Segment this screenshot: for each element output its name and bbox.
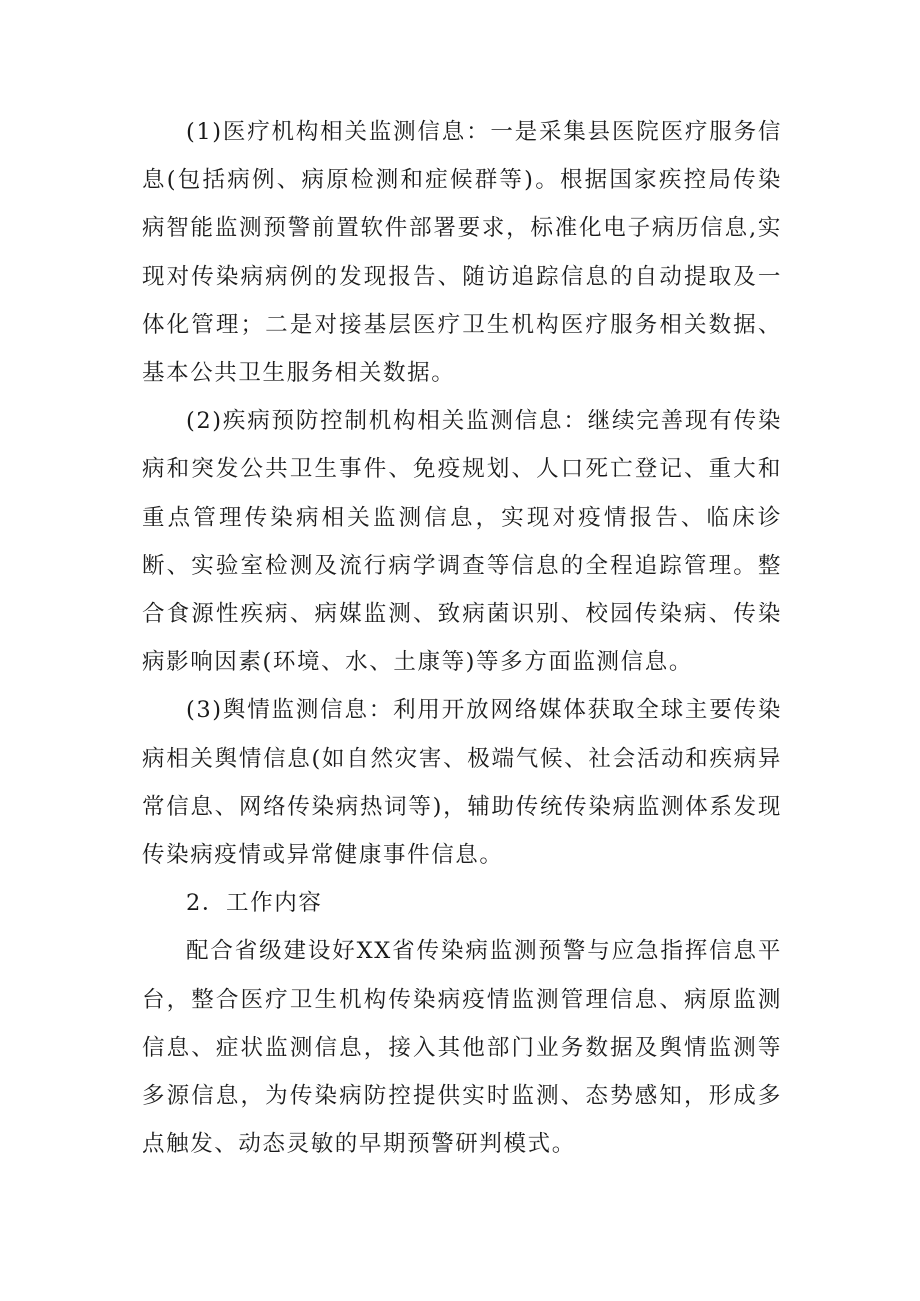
- paragraph-medical-institutions: (1)医疗机构相关监测信息：一是采集县医院医疗服务信息(包括病例、病原检测和症候群等)。根据国家疾控局传染病智能监测预警前置软件部署要求，标准化电子病历信息,实现对传染病病例的发现报告、随访追踪信息的自动提取及一体化管理；二是对接基层医疗卫生机构医疗服务相关数据、基本公共卫生服务相关数据。: [142, 119, 782, 387]
- section-paragraph: 配合省级建设好XX省传染病监测预警与应急指挥信息平台，整合医疗卫生机构传染病疫情监测管理信息、病原监测信息、症状监测信息，接入其他部门业务数据及舆情监测等多源信息，为传染病防控提供实时监测、态势感知，形成多点触发、动态灵敏的早期预警研判模式。: [142, 938, 782, 1158]
- paragraph-public-opinion: (3)舆情监测信息：利用开放网络媒体获取全球主要传染病相关舆情信息(如自然灾害、极端气候、社会活动和疾病异常信息、网络传染病热词等)，辅助传统传染病监测体系发现传染病疫情或异常健康事件信息。: [142, 697, 782, 869]
- section-heading: 2．工作内容: [186, 890, 323, 917]
- paragraph-disease-control: (2)疾病预防控制机构相关监测信息：继续完善现有传染病和突发公共卫生事件、免疫规划、人口死亡登记、重大和重点管理传染病相关监测信息，实现对疫情报告、临床诊断、实验室检测及流行病学调查等信息的全程追踪管理。整合食源性疾病、病媒监测、致病菌识别、校园传染病、传染病影响因素(环境、水、土康等)等多方面监测信息。: [142, 408, 782, 676]
- document-body: [142, 108, 782, 1168]
